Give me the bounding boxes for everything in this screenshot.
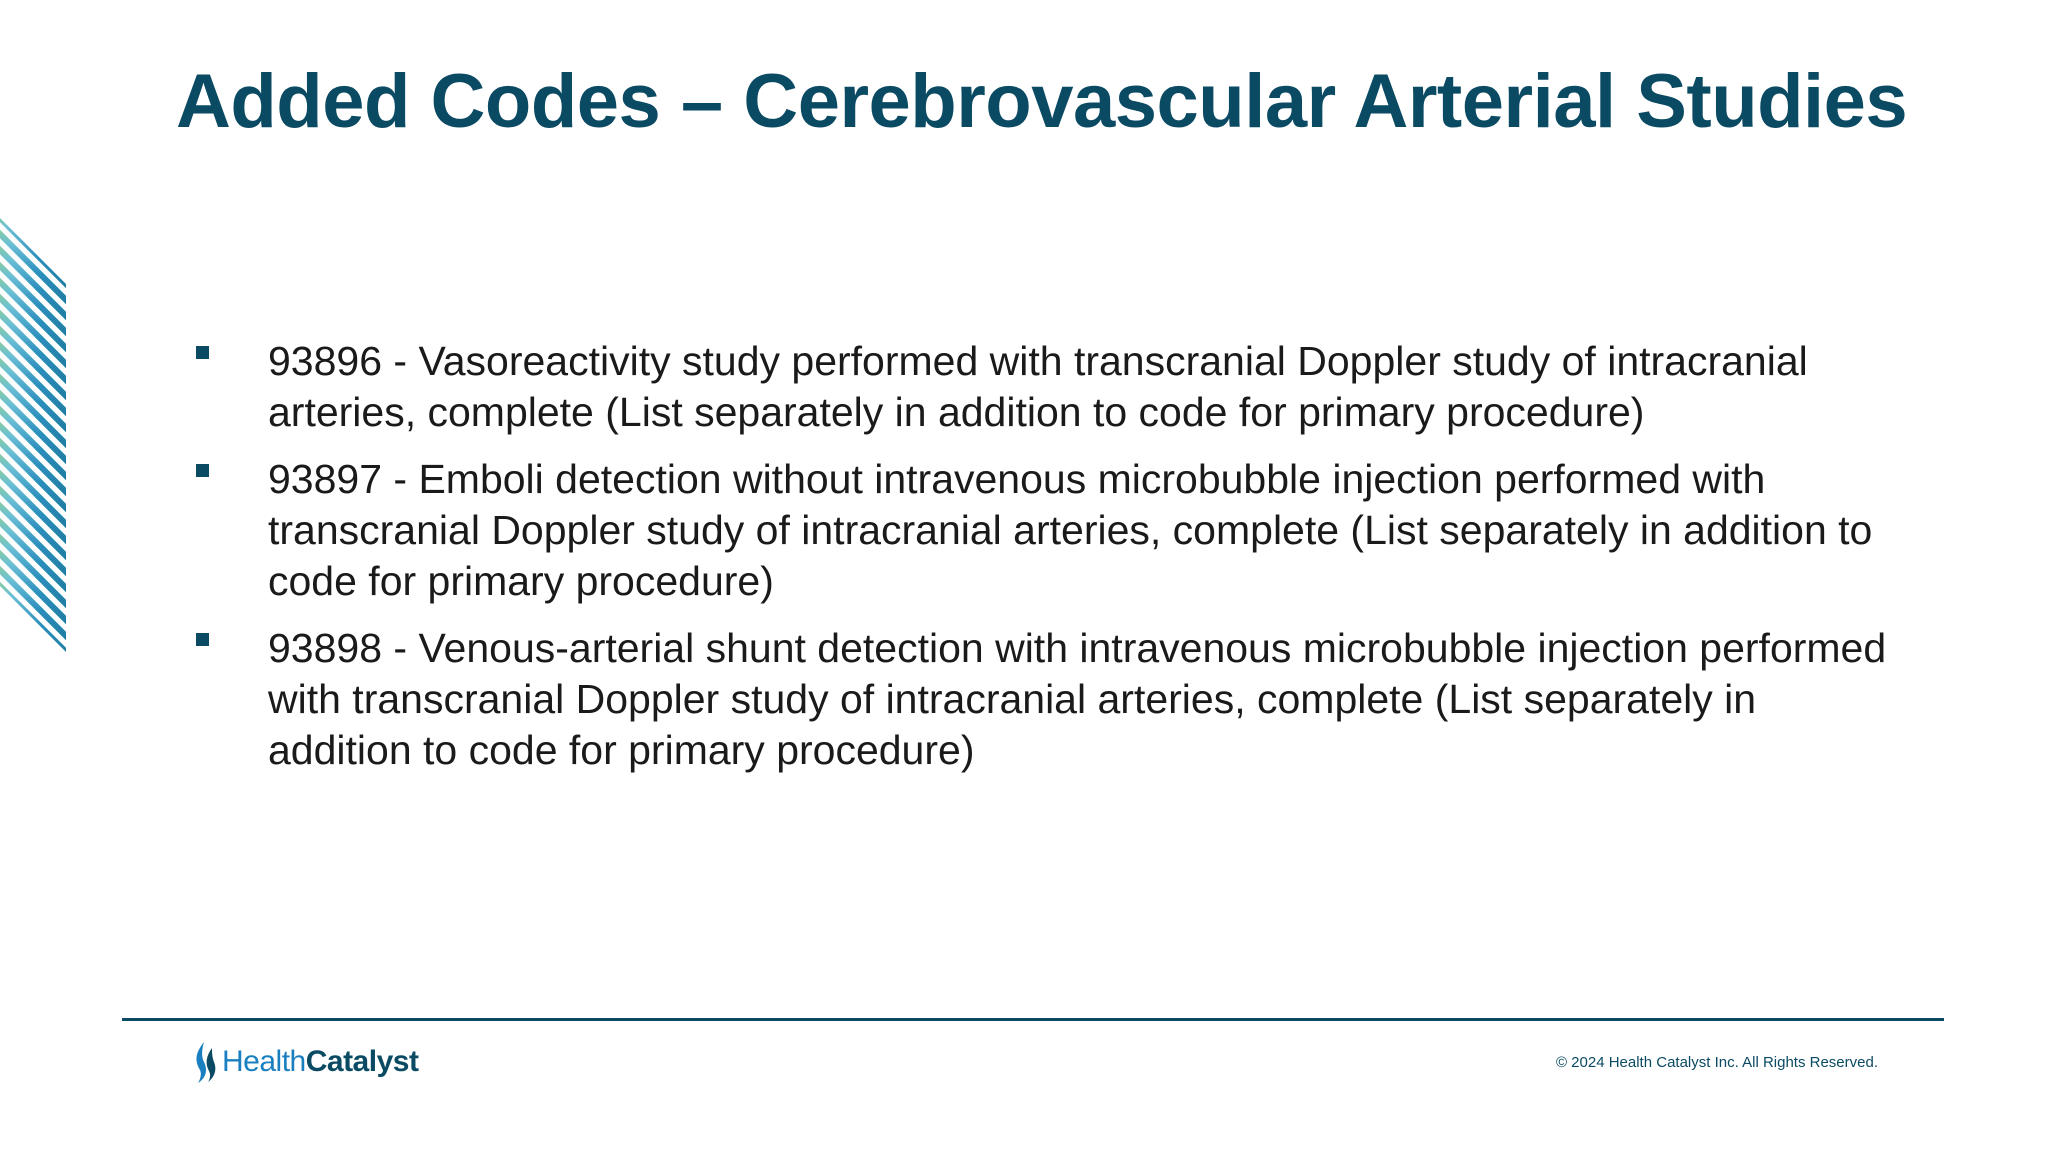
bullet-list <box>190 336 1910 792</box>
square-bullet-icon <box>196 346 209 359</box>
flame-icon <box>192 1040 218 1084</box>
logo-text-catalyst: Catalyst <box>305 1045 419 1078</box>
square-bullet-icon <box>196 633 209 646</box>
decorative-stripes-graphic <box>0 218 66 652</box>
bullet-text: 93896 - Vasoreactivity study performed with transcranial Doppler study of intracranial arteries, complete (List separately in addition to code for primary procedure) <box>268 338 1808 435</box>
bullet-item-93898 <box>190 623 1910 776</box>
slide-title: Added Codes – Cerebrovascular Arterial Studies <box>176 59 1908 144</box>
health-catalyst-logo <box>192 1040 418 1084</box>
bullet-text: 93898 - Venous-arterial shunt detection with intravenous microbubble injection performed with transcranial Doppler study of intracranial arteries, complete (List separately in addition to code for primary procedure) <box>268 625 1887 773</box>
bullet-item-93897 <box>190 454 1910 607</box>
bullet-item-93896 <box>190 336 1910 438</box>
logo-text-health: Health <box>222 1045 306 1078</box>
copyright-notice: © 2024 Health Catalyst Inc. All Rights Reserved. <box>1555 1054 1878 1071</box>
square-bullet-icon <box>196 464 209 477</box>
footer-divider <box>122 1018 1944 1021</box>
bullet-text: 93897 - Emboli detection without intravenous microbubble injection performed with transcranial Doppler study of intracranial arteries, complete (List separately in addition to code for primary procedure) <box>268 456 1873 604</box>
